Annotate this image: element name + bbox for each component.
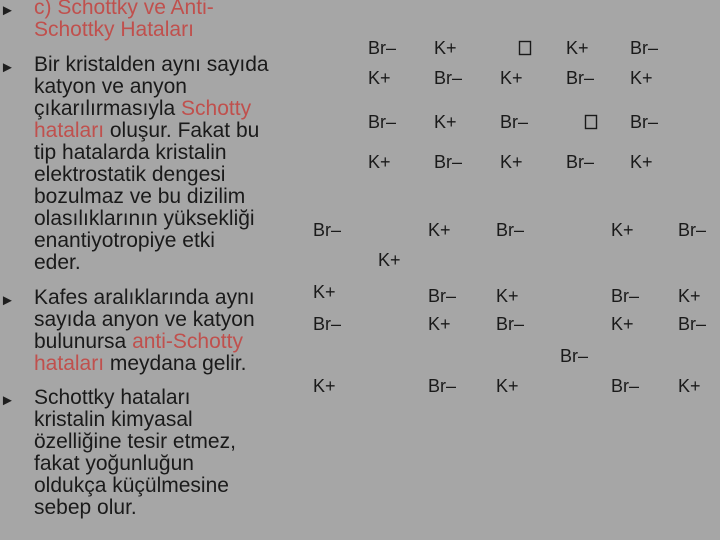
- ion-label: K+: [678, 286, 701, 306]
- ion-label: K+: [428, 314, 451, 334]
- bullet-text-line: [34, 120, 259, 142]
- ion-label: Br–: [428, 376, 457, 396]
- highlighted-term: hataları: [34, 352, 105, 375]
- text-segment: oluşur. Fakat bu: [104, 119, 260, 142]
- text-segment: enantiyotropiye etki: [34, 229, 215, 252]
- bullet-text-line: [34, 54, 269, 76]
- ion-label: Br–: [368, 38, 397, 58]
- text-segment: tip hatalarda kristalin: [34, 141, 227, 164]
- ion-label: Br–: [500, 112, 529, 132]
- text-segment: çıkarılırmasıyla: [34, 97, 182, 120]
- bullet-text-line: [34, 164, 225, 186]
- ion-label: Br–: [560, 346, 589, 366]
- bullet-text-line: [34, 287, 255, 309]
- bullet-arrow-icon: ►: [0, 392, 15, 409]
- ion-label: Br–: [630, 38, 659, 58]
- ion-label: K+: [313, 282, 336, 302]
- ion-label: K+: [368, 68, 391, 88]
- bullet-text-line: [34, 409, 193, 431]
- bullet-text-line: [34, 309, 255, 331]
- text-segment: oldukça küçülmesine: [34, 474, 229, 497]
- highlighted-term: Schotty: [181, 97, 252, 120]
- text-segment: bulunursa: [34, 330, 133, 353]
- ion-label: Br–: [566, 152, 595, 172]
- ion-label: Br–: [313, 314, 342, 334]
- ion-label: K+: [678, 376, 701, 396]
- bullet-text-line: [34, 0, 214, 19]
- vacancy-icon: [518, 40, 532, 56]
- highlighted-term: Schottky Hataları: [34, 18, 194, 41]
- bullet-text-line: [34, 431, 236, 453]
- bullet-text-line: [34, 497, 137, 519]
- highlighted-term: c) Schottky ve Anti-: [34, 0, 214, 19]
- text-segment: meydana gelir.: [104, 352, 247, 375]
- bullet-text-line: [34, 186, 245, 208]
- ion-label: K+: [496, 286, 519, 306]
- bullet-text-line: [34, 98, 251, 120]
- ion-label: K+: [428, 220, 451, 240]
- bullet-text-line: [34, 19, 194, 41]
- text-segment: özelliğine tesir etmez,: [34, 430, 236, 453]
- text-segment: Bir kristalden aynı sayıda: [34, 53, 269, 76]
- ion-label: K+: [566, 38, 589, 58]
- text-segment: Kafes aralıklarında aynı: [34, 286, 255, 309]
- ion-label: Br–: [428, 286, 457, 306]
- ion-label: Br–: [313, 220, 342, 240]
- ion-label: K+: [496, 376, 519, 396]
- ion-label: K+: [500, 152, 523, 172]
- ion-label: Br–: [566, 68, 595, 88]
- ion-label: Br–: [611, 286, 640, 306]
- bullet-text-line: [34, 387, 190, 409]
- bullet-text-line: [34, 353, 246, 375]
- bullet-arrow-icon: ►: [0, 2, 15, 19]
- vacancy-icon: [584, 114, 598, 130]
- ion-label: Br–: [434, 152, 463, 172]
- ion-label: Br–: [496, 220, 525, 240]
- text-segment: olasılıklarının yüksekliği: [34, 207, 255, 230]
- bullet-arrow-icon: ►: [0, 292, 15, 309]
- bullet-text-line: [34, 142, 227, 164]
- ion-label: K+: [434, 38, 457, 58]
- ion-label: Br–: [368, 112, 397, 132]
- ion-label: K+: [611, 314, 634, 334]
- text-segment: elektrostatik dengesi: [34, 163, 226, 186]
- text-segment: sayıda anyon ve katyon: [34, 308, 255, 331]
- text-segment: katyon ve anyon: [34, 75, 187, 98]
- text-segment: fakat yoğunluğun: [34, 452, 194, 475]
- ion-label: K+: [611, 220, 634, 240]
- ion-label: K+: [630, 68, 653, 88]
- ion-label: Br–: [496, 314, 525, 334]
- bullet-text-line: [34, 252, 81, 274]
- text-segment: Schottky hataları: [34, 386, 191, 409]
- ion-label: Br–: [630, 112, 659, 132]
- ion-label: K+: [378, 250, 401, 270]
- ion-label: K+: [313, 376, 336, 396]
- text-segment: eder.: [34, 251, 81, 274]
- highlighted-term: anti-Schotty: [132, 330, 243, 353]
- ion-label: Br–: [678, 220, 707, 240]
- bullet-text-line: [34, 76, 187, 98]
- ion-label: Br–: [434, 68, 463, 88]
- ion-label: Br–: [611, 376, 640, 396]
- text-segment: kristalin kimyasal: [34, 408, 193, 431]
- bullet-text-line: [34, 475, 229, 497]
- ion-label: Br–: [678, 314, 707, 334]
- ion-label: K+: [630, 152, 653, 172]
- bullet-arrow-icon: ►: [0, 59, 15, 76]
- ion-label: K+: [368, 152, 391, 172]
- highlighted-term: hataları: [34, 119, 105, 142]
- ion-label: K+: [434, 112, 457, 132]
- bullet-text-line: [34, 230, 215, 252]
- bullet-text-line: [34, 208, 255, 230]
- ion-label: K+: [500, 68, 523, 88]
- bullet-text-line: [34, 331, 243, 353]
- text-segment: bozulmaz ve bu dizilim: [34, 185, 246, 208]
- text-segment: sebep olur.: [34, 496, 137, 519]
- bullet-text-line: [34, 453, 194, 475]
